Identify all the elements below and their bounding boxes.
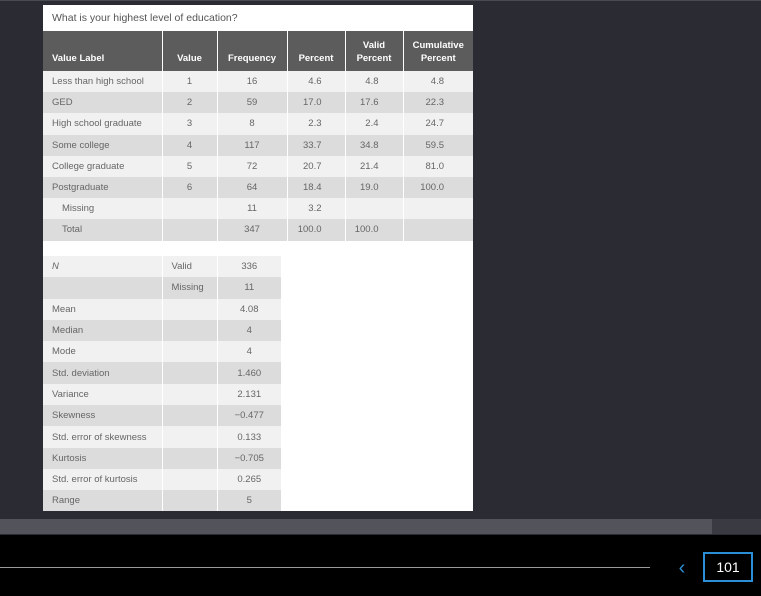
row-cumulative-percent: 100.0: [420, 182, 444, 194]
stats-sublabel: [162, 405, 217, 426]
header-value-label: Value Label: [43, 31, 162, 71]
row-frequency: 11: [217, 198, 287, 219]
stats-value: 4: [246, 325, 252, 337]
stats-row: [43, 277, 281, 298]
stats-value: −0.705: [234, 452, 264, 464]
row-percent: 100.0: [287, 219, 345, 240]
page-number-input[interactable]: [703, 552, 753, 582]
stats-sublabel: [162, 490, 217, 511]
row-percent: 20.7: [287, 156, 345, 177]
row-cumulative-percent: [403, 198, 473, 219]
row-label: Total: [43, 219, 162, 240]
stats-row: [43, 490, 281, 511]
row-percent: 33.7: [287, 135, 345, 156]
row-cumulative-percent: 24.7: [425, 118, 444, 130]
header-percent: Percent: [287, 31, 345, 71]
stats-sublabel: [162, 341, 217, 362]
row-value: 3: [162, 113, 217, 134]
table-row: [43, 156, 473, 177]
row-value: 1: [162, 71, 217, 92]
row-percent: 2.3: [287, 113, 345, 134]
row-valid-percent: 17.6: [345, 92, 403, 113]
row-frequency: 59: [217, 92, 287, 113]
stats-label: Std. deviation: [43, 362, 162, 383]
row-label: College graduate: [43, 156, 162, 177]
row-valid-percent: 19.0: [345, 177, 403, 198]
row-valid-percent: 4.8: [345, 71, 403, 92]
row-frequency: 72: [217, 156, 287, 177]
row-percent: 18.4: [287, 177, 345, 198]
stats-sublabel: Missing: [162, 277, 217, 298]
stats-sublabel: [162, 426, 217, 447]
stats-value: 1.460: [237, 367, 262, 379]
stats-value: 0.133: [237, 431, 262, 443]
stats-sublabel: [162, 384, 217, 405]
stats-row: [43, 256, 281, 277]
stats-label: Std. error of skewness: [43, 426, 162, 447]
table-question: What is your highest level of education?: [52, 12, 238, 24]
row-cumulative-percent: 81.0: [425, 160, 444, 172]
table-row: [43, 71, 473, 92]
stats-sublabel: Valid: [162, 256, 217, 277]
stats-value: −0.477: [234, 410, 264, 422]
stats-row: [43, 384, 281, 405]
stats-row: [43, 320, 281, 341]
table-row-missing: [43, 198, 473, 219]
row-frequency: 64: [217, 177, 287, 198]
stats-row: [43, 341, 281, 362]
row-label: Less than high school: [43, 71, 162, 92]
stats-label: Std. error of kurtosis: [43, 469, 162, 490]
row-percent: 3.2: [287, 198, 345, 219]
stats-label: Kurtosis: [43, 448, 162, 469]
frequency-table: [43, 31, 473, 241]
row-cumulative-percent: [403, 219, 473, 240]
stats-sublabel: [162, 320, 217, 341]
stats-label: Median: [43, 320, 162, 341]
stats-label: Mode: [43, 341, 162, 362]
row-frequency: 117: [217, 135, 287, 156]
stats-label: Skewness: [43, 405, 162, 426]
stats-label: Range: [43, 490, 162, 511]
row-frequency: 16: [217, 71, 287, 92]
header-frequency: Frequency: [217, 31, 287, 71]
stats-label: Mean: [43, 299, 162, 320]
table-row-total: [43, 219, 473, 240]
header-valid-percent-line2: Percent: [356, 53, 392, 64]
stats-value: 5: [246, 495, 252, 507]
page-progress-track[interactable]: [0, 567, 650, 568]
table-row: [43, 177, 473, 198]
stats-sublabel: [162, 448, 217, 469]
stats-value: 4.08: [240, 303, 259, 315]
stats-row: [43, 362, 281, 383]
row-value: 4: [162, 135, 217, 156]
row-value: 2: [162, 92, 217, 113]
stats-value: 0.265: [237, 474, 262, 486]
stats-sublabel: [162, 362, 217, 383]
row-label: Some college: [43, 135, 162, 156]
top-divider: [0, 0, 761, 1]
row-percent: 4.6: [287, 71, 345, 92]
row-valid-percent: 2.4: [345, 113, 403, 134]
row-label: GED: [43, 92, 162, 113]
header-cumulative-percent: [403, 31, 473, 71]
stats-value: 11: [244, 282, 255, 294]
statistics-table: [43, 256, 281, 511]
table-row: [43, 135, 473, 156]
row-cumulative-percent: 22.3: [425, 97, 444, 109]
stats-sublabel: [162, 469, 217, 490]
stats-row: [43, 469, 281, 490]
header-value: Value: [162, 31, 217, 71]
row-valid-percent: 34.8: [345, 135, 403, 156]
row-value: 6: [162, 177, 217, 198]
chevron-left-icon[interactable]: ‹: [678, 557, 686, 579]
row-label: Missing: [43, 198, 162, 219]
row-valid-percent: 21.4: [345, 156, 403, 177]
scrollbar-thumb[interactable]: [0, 519, 712, 534]
stats-value: 2.131: [237, 388, 262, 400]
row-value: [162, 219, 217, 240]
row-value: 5: [162, 156, 217, 177]
stats-label: N: [43, 256, 162, 277]
stats-label: Variance: [43, 384, 162, 405]
table-row: [43, 113, 473, 134]
header-valid-percent: [345, 31, 403, 71]
row-cumulative-percent: 4.8: [430, 76, 444, 88]
stats-row: [43, 426, 281, 447]
row-frequency: 8: [217, 113, 287, 134]
stats-label: [43, 277, 162, 298]
stats-row: [43, 448, 281, 469]
document-page: [43, 5, 473, 511]
stats-value: 336: [241, 261, 258, 273]
row-frequency: 347: [217, 219, 287, 240]
row-cumulative-percent: 59.5: [425, 139, 444, 151]
stats-row: [43, 299, 281, 320]
header-cumulative-percent-line1: Cumulative: [412, 40, 464, 51]
row-percent: 17.0: [287, 92, 345, 113]
stats-value: 4: [246, 346, 252, 358]
row-label: Postgraduate: [43, 177, 162, 198]
row-label: High school graduate: [43, 113, 162, 134]
table-row: [43, 92, 473, 113]
row-valid-percent: [345, 198, 403, 219]
viewer-footer: [0, 535, 761, 596]
frequency-table-header: [43, 31, 473, 71]
header-cumulative-percent-line2: Percent: [420, 53, 456, 64]
stats-sublabel: [162, 299, 217, 320]
row-valid-percent: 100.0: [345, 219, 403, 240]
horizontal-scrollbar[interactable]: [0, 519, 761, 534]
header-valid-percent-line1: Valid: [362, 40, 386, 51]
row-value: [162, 198, 217, 219]
stats-row: [43, 405, 281, 426]
